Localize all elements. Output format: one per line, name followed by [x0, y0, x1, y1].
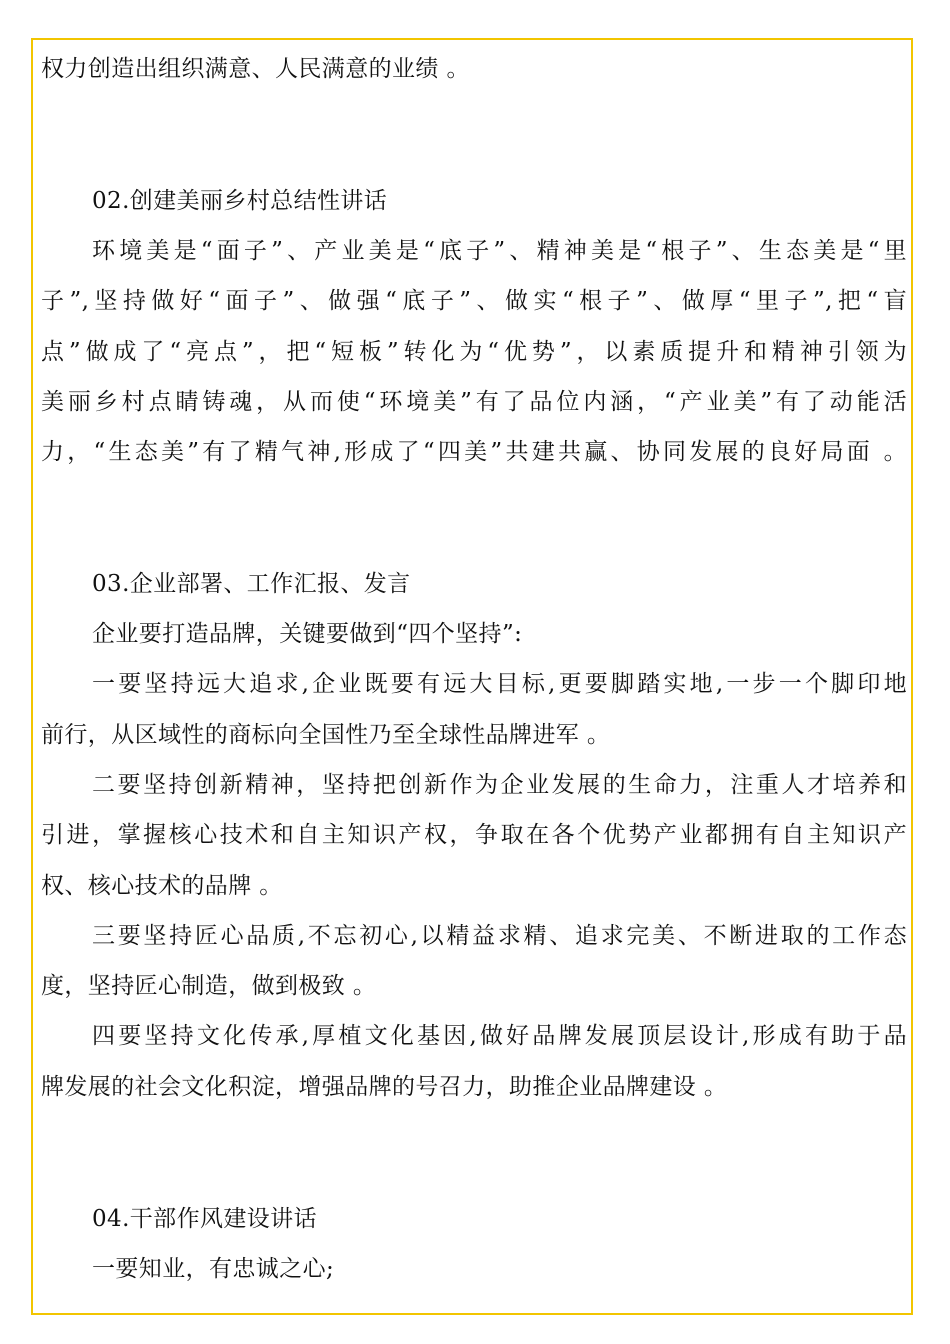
text-line: 力，“生态美”有了精气神,形成了“四美”共建共赢、协同发展的良好局面 。	[41, 439, 907, 465]
text-line: 引进，掌握核心技术和自主知识产权，争取在各个优势产业都拥有自主知识产	[41, 822, 907, 848]
section-heading-03: 03.企业部署、工作汇报、发言	[92, 571, 411, 597]
text-line: 一要知业，有忠诚之心;	[92, 1256, 335, 1282]
text-line: 四要坚持文化传承,厚植文化基因,做好品牌发展顶层设计,形成有助于品	[92, 1023, 907, 1049]
text-line: 度，坚持匠心制造，做到极致 。	[41, 973, 377, 999]
section-heading-02: 02.创建美丽乡村总结性讲话	[92, 188, 388, 214]
text-line: 美丽乡村点睛铸魂，从而使“环境美”有了品位内涵，“产业美”有了动能活	[41, 389, 907, 415]
text-line: 点”做成了“亮点”，把“短板”转化为“优势”，以素质提升和精神引领为	[41, 339, 907, 365]
text-line: 二要坚持创新精神，坚持把创新作为企业发展的生命力，注重人才培养和	[92, 772, 907, 798]
text-line: 子”,坚持做好“面子”、做强“底子”、做实“根子”、做厚“里子”,把“盲	[41, 288, 907, 314]
text-line: 牌发展的社会文化积淀，增强品牌的号召力，助推企业品牌建设 。	[41, 1074, 728, 1100]
text-line: 环境美是“面子”、产业美是“底子”、精神美是“根子”、生态美是“里	[92, 238, 907, 264]
section-heading-04: 04.干部作风建设讲话	[92, 1206, 317, 1232]
text-line: 企业要打造品牌，关键要做到“四个坚持”:	[92, 621, 523, 647]
text-line: 权、核心技术的品牌 。	[41, 873, 283, 899]
text-line: 一要坚持远大追求,企业既要有远大目标,更要脚踏实地,一步一个脚印地	[92, 671, 907, 697]
text-line: 权力创造出组织满意、人民满意的业绩 。	[41, 56, 470, 82]
text-line: 前行，从区域性的商标向全国性乃至全球性品牌进军 。	[41, 722, 611, 748]
text-line: 三要坚持匠心品质,不忘初心,以精益求精、追求完美、不断进取的工作态	[92, 923, 907, 949]
